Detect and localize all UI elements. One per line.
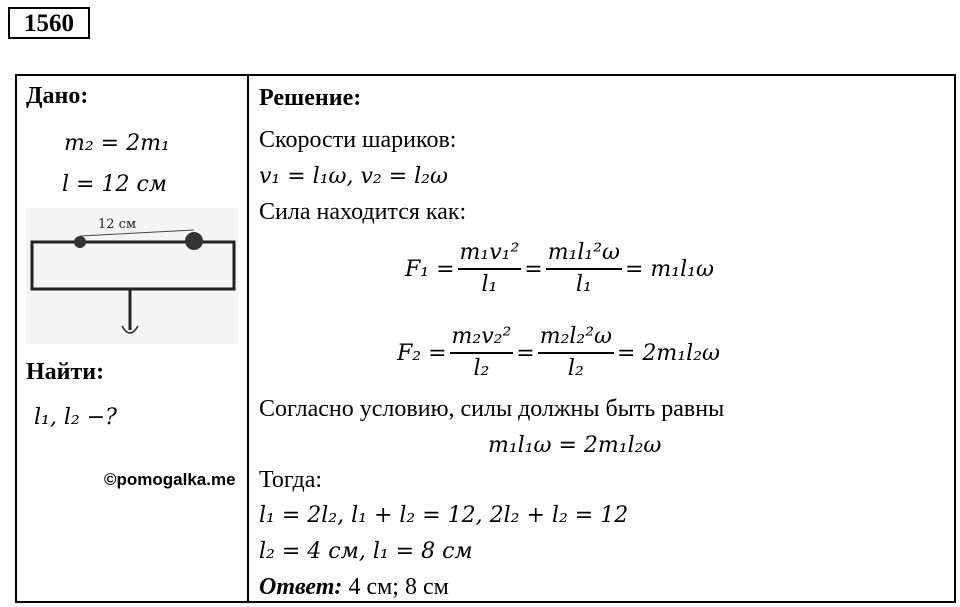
f1-fraction-1 [458, 238, 522, 300]
f1-fraction-2 [546, 238, 622, 300]
f1-numerator-1: m₁v₁² [458, 238, 522, 270]
condition-equation: m₁l₁ω = 2m₁l₂ω [488, 433, 662, 458]
f2-numerator-2: m₂l₂²ω [538, 322, 614, 354]
f1-denominator-1: l₁ [481, 272, 498, 297]
force-title: Сила находится как: [259, 199, 467, 225]
speeds-title: Скорости шариков: [259, 127, 457, 153]
f2-equals: = [516, 340, 535, 366]
small-ball [74, 236, 86, 248]
then-text: Тогда: [259, 467, 323, 493]
given-mass-relation: m₂ = 2m₁ [64, 131, 170, 156]
watermark: ©pomogalka.me [104, 470, 236, 489]
f2-fraction-2 [538, 322, 614, 384]
f1-denominator-2: l₁ [575, 272, 592, 297]
answer-line [259, 573, 449, 601]
f2-denominator-2: l₂ [567, 356, 584, 381]
frame-rod [32, 242, 234, 289]
system-equations: l₁ = 2l₂, l₁ + l₂ = 12, 2l₂ + l₂ = 12 [259, 503, 629, 528]
f2-fraction-1 [450, 322, 514, 384]
problem-number: 1560 [8, 7, 90, 39]
rotating-frame-figure [26, 208, 238, 344]
answer-label: Ответ: [259, 574, 343, 600]
speeds-formula: v₁ = l₁ω, v₂ = l₂ω [259, 164, 448, 189]
force-f2-formula [397, 322, 720, 384]
given-length: l = 12 см [62, 172, 168, 197]
force-f1-formula [405, 238, 714, 300]
answer-value: 4 см; 8 см [342, 574, 449, 600]
f1-equals: = [524, 256, 543, 282]
f1-numerator-2: m₁l₁²ω [546, 238, 622, 270]
find-heading: Найти: [26, 359, 105, 385]
f2-lhs: F₂ = [397, 340, 447, 366]
result-values: l₂ = 4 см, l₁ = 8 см [259, 539, 473, 564]
column-divider [247, 74, 249, 603]
find-unknowns: l₁, l₂ −? [34, 405, 117, 430]
f2-rhs: = 2m₁l₂ω [617, 340, 720, 366]
figure-label: 12 см [98, 217, 137, 232]
f2-denominator-1: l₂ [473, 356, 490, 381]
condition-text: Согласно условию, силы должны быть равны [259, 396, 725, 422]
f1-rhs: = m₁l₁ω [625, 256, 714, 282]
f2-numerator-1: m₂v₂² [450, 322, 514, 354]
large-ball [185, 232, 203, 250]
solution-heading: Решение: [259, 85, 362, 111]
given-heading: Дано: [26, 83, 89, 109]
frame-diagram-svg [26, 208, 238, 344]
f1-lhs: F₁ = [405, 256, 455, 282]
